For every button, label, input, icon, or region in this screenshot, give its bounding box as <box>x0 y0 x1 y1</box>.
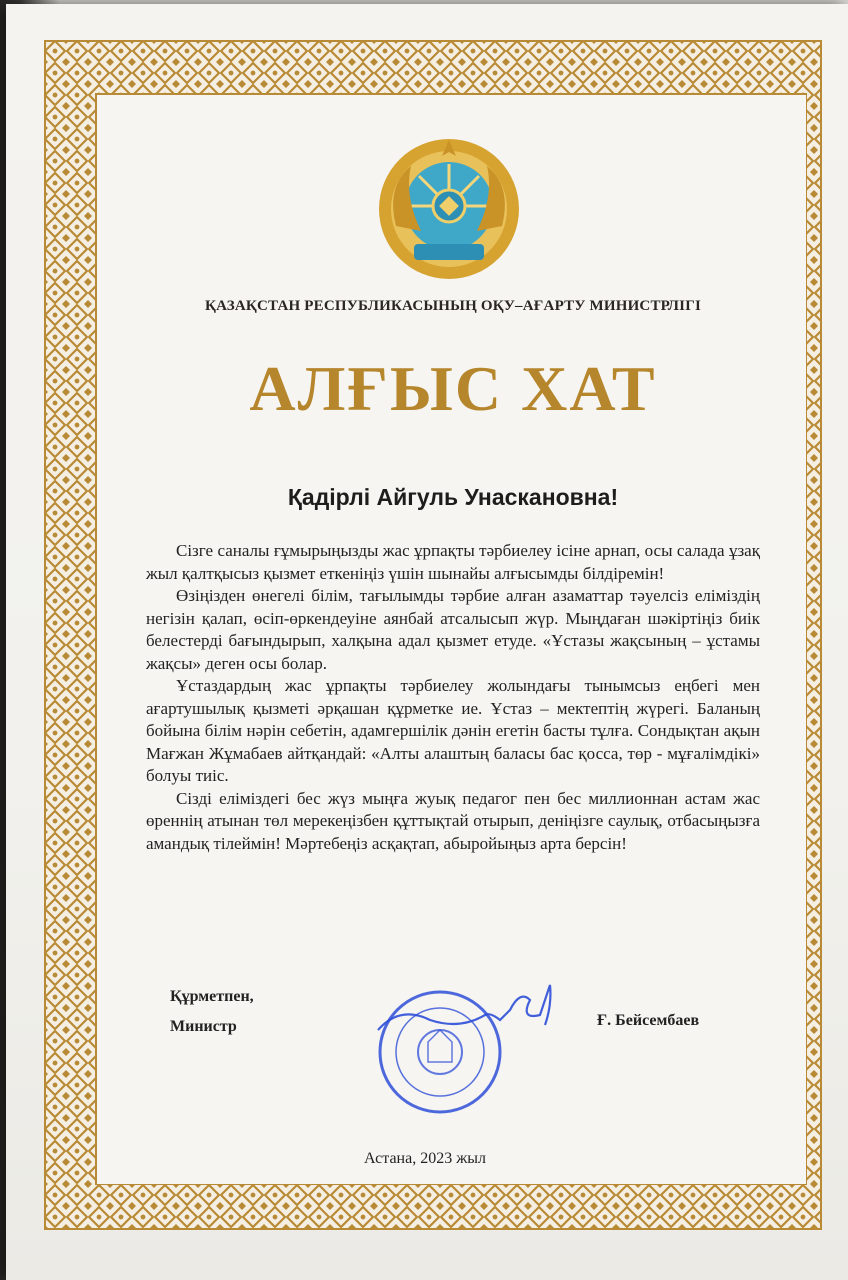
signature-icon <box>378 985 550 1030</box>
closing-respect: Құрметпен, <box>170 988 254 1005</box>
closing-block <box>170 982 330 1042</box>
place-and-date: Астана, 2023 жыл <box>364 1150 486 1167</box>
closing-position: Министр <box>170 1018 237 1035</box>
salutation: Қадірлі Айгуль Унаскановна! <box>287 484 619 510</box>
certificate-title: АЛҒЫС ХАТ <box>249 353 657 424</box>
official-seal-icon <box>370 980 570 1120</box>
paragraph: Сізге саналы ғұмырыңызды жас ұрпақты тәрбиелеу ісіне арнап, осы салада ұзақ жыл қалтқысыз қызмет еткеніңіз үшін шынайы алғысымды білдіремін! <box>146 541 760 583</box>
letter-body <box>146 540 760 855</box>
paragraph: Ұстаздардың жас ұрпақты тәрбиелеу жолындағы тынымсыз еңбегі мен ағартушылық қызметі әрқашан құрметке ие. Ұстаз – мектептің жүрегі. Баланың бойына білім нәрін себетін, адамгершілік дәнін егетін басты тұлға. Сондықтан ақын Мағжан Жұмабаев айтқандай: «Алты алаштың баласы бас қосса, төр - мұғалімдікі» болуы тиіс. <box>146 676 760 785</box>
state-emblem-icon <box>376 136 522 282</box>
paragraph: Өзіңізден өнегелі білім, тағылымды тәрбие алған азаматтар тәуелсіз еліміздің негізін қалап, өсіп-өркендеуіне аянбай атсалысып жүр. Мыңдаған шәкіртіңіз биік белестерді бағындырып, халқына адал қызмет етуде. «Ұстазы жақсының – ұстамы жақсы» деген осы болар. <box>146 586 760 673</box>
paragraph: Сізді еліміздегі бес жүз мыңға жуық педагог пен бес миллионнан астам жас өреннің атынан төл мерекеңізбен құттықтай отырып, деніңізге саулық, отбасыңызға амандық тілеймін! Мәртебеңіз асқақтап, абыройыңыз арта берсін! <box>146 788 760 853</box>
ministry-name: ҚАЗАҚСТАН РЕСПУБЛИКАСЫНЫҢ ОҚУ–АҒАРТУ МИНИСТРЛІГІ <box>205 298 701 314</box>
signatory-name: Ғ. Бейсембаев <box>597 1012 700 1029</box>
